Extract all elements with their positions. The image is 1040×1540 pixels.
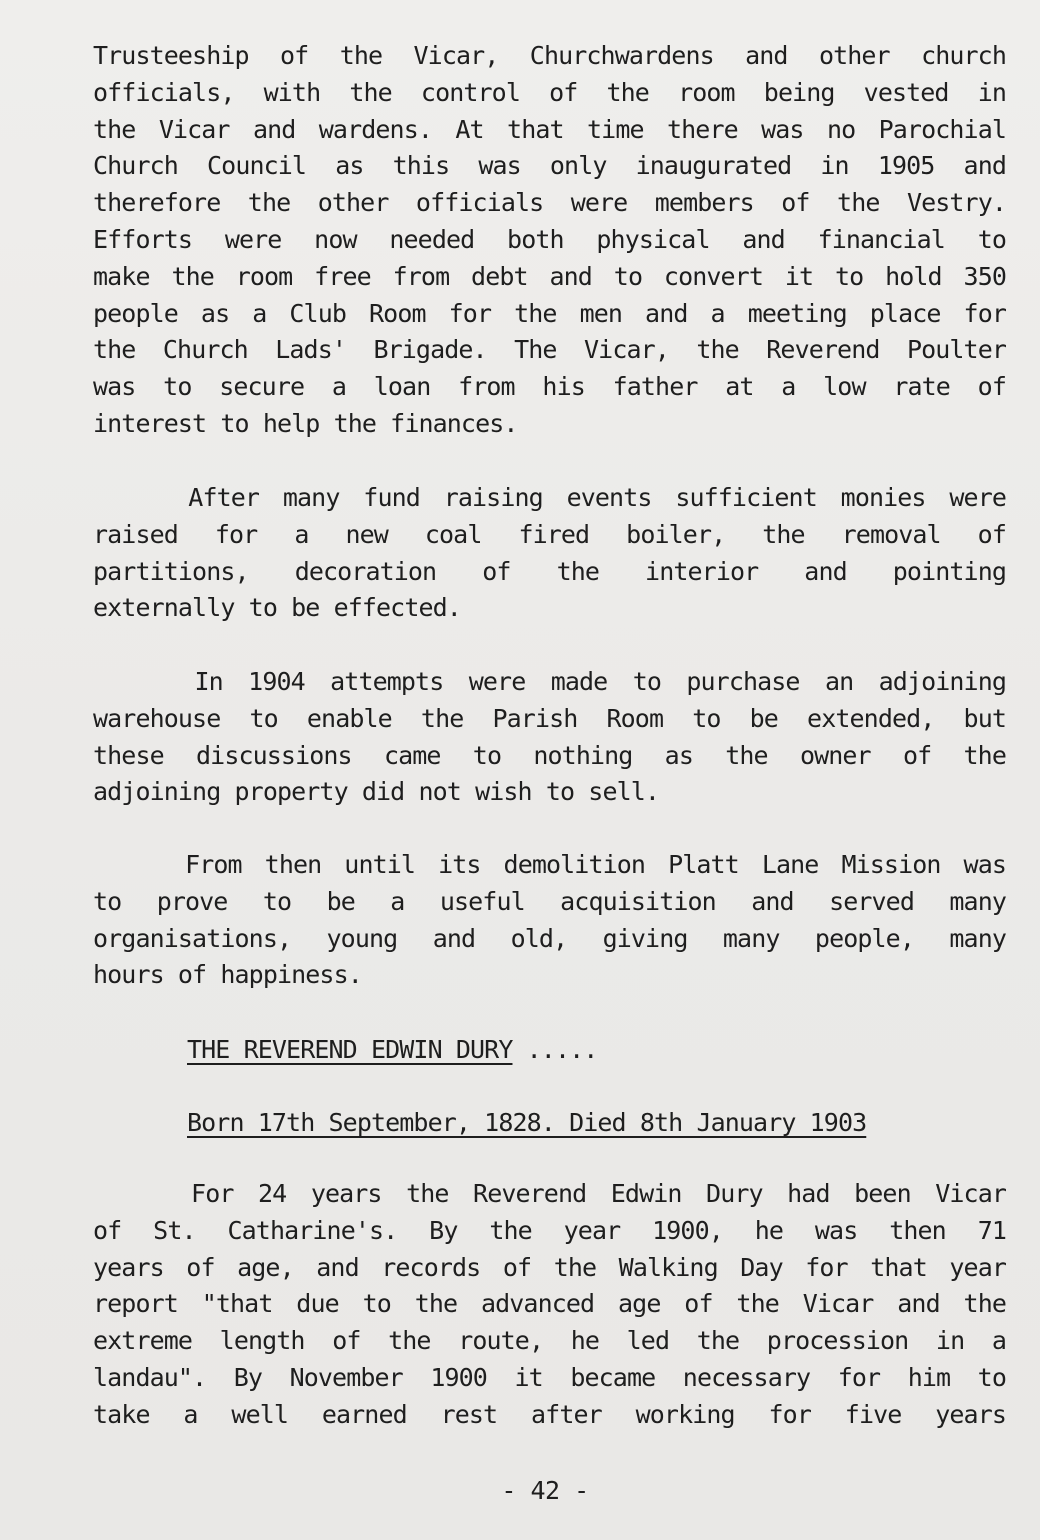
paragraph-edwin-dury: [93, 1176, 1006, 1434]
text-line: Trusteeship of the Vicar, Churchwardens and other church: [93, 41, 1006, 70]
text-line: interest to help the finances.: [93, 408, 518, 438]
section-heading-suffix: .....: [512, 1035, 598, 1064]
text-line: was to secure a loan from his father at a low rate of: [93, 372, 1006, 402]
text-line: therefore the other officials were members of the Vestry.: [93, 188, 1006, 218]
text-line: these discussions came to nothing as the owner of the: [93, 740, 1006, 770]
text-line: externally to be effected.: [93, 593, 461, 623]
text-line: organisations, young and old, giving many people, many: [93, 923, 1006, 953]
text-line: In 1904 attempts were made to purchase an adjoining: [93, 667, 1006, 696]
text-line: of St. Catharine's. By the year 1900, he was then 71: [93, 1215, 1006, 1245]
section-subheading: [187, 1105, 866, 1141]
text-line: extreme length of the route, he led the procession in a: [93, 1326, 1006, 1356]
text-line: After many fund raising events sufficient monies were: [93, 483, 1006, 512]
text-line: years of age, and records of the Walking Day for that year: [93, 1252, 1006, 1282]
text-line: hours of happiness.: [93, 960, 362, 990]
paragraph-fund-raising: [93, 480, 1006, 627]
section-heading-title: THE REVEREND EDWIN DURY: [187, 1035, 513, 1064]
paragraph-platt-lane: [93, 847, 1006, 994]
text-line: officials, with the control of the room being vested in: [93, 77, 1006, 107]
text-line: From then until its demolition Platt Lane Mission was: [93, 850, 1006, 879]
section-heading: [187, 1032, 597, 1068]
text-line: Efforts were now needed both physical and financial to: [93, 224, 1006, 254]
text-line: raised for a new coal fired boiler, the removal of: [93, 519, 1006, 549]
text-line: For 24 years the Reverend Edwin Dury had been Vicar: [93, 1179, 1006, 1208]
text-line: to prove to be a useful acquisition and served many: [93, 886, 1006, 916]
text-line: Church Council as this was only inaugurated in 1905 and: [93, 151, 1006, 181]
text-line: the Vicar and wardens. At that time there was no Parochial: [93, 114, 1006, 144]
text-line: landau". By November 1900 it became necessary for him to: [93, 1362, 1006, 1392]
text-line: partitions, decoration of the interior and pointing: [93, 556, 1006, 586]
text-line: take a well earned rest after working for five years: [93, 1399, 1006, 1429]
page-number: - 42 -: [501, 1476, 589, 1505]
paragraph-warehouse: [93, 664, 1006, 811]
birth-death-dates: Born 17th September, 1828. Died 8th January 1903: [187, 1108, 867, 1137]
text-line: warehouse to enable the Parish Room to be extended, but: [93, 703, 1006, 733]
text-line: people as a Club Room for the men and a meeting place for: [93, 298, 1006, 328]
text-line: adjoining property did not wish to sell.: [93, 777, 660, 807]
paragraph-trusteeship: [93, 38, 1006, 443]
text-line: make the room free from debt and to convert it to hold 350: [93, 261, 1006, 291]
text-line: report "that due to the advanced age of the Vicar and the: [93, 1289, 1006, 1319]
text-line: the Church Lads' Brigade. The Vicar, the Reverend Poulter: [93, 335, 1006, 365]
